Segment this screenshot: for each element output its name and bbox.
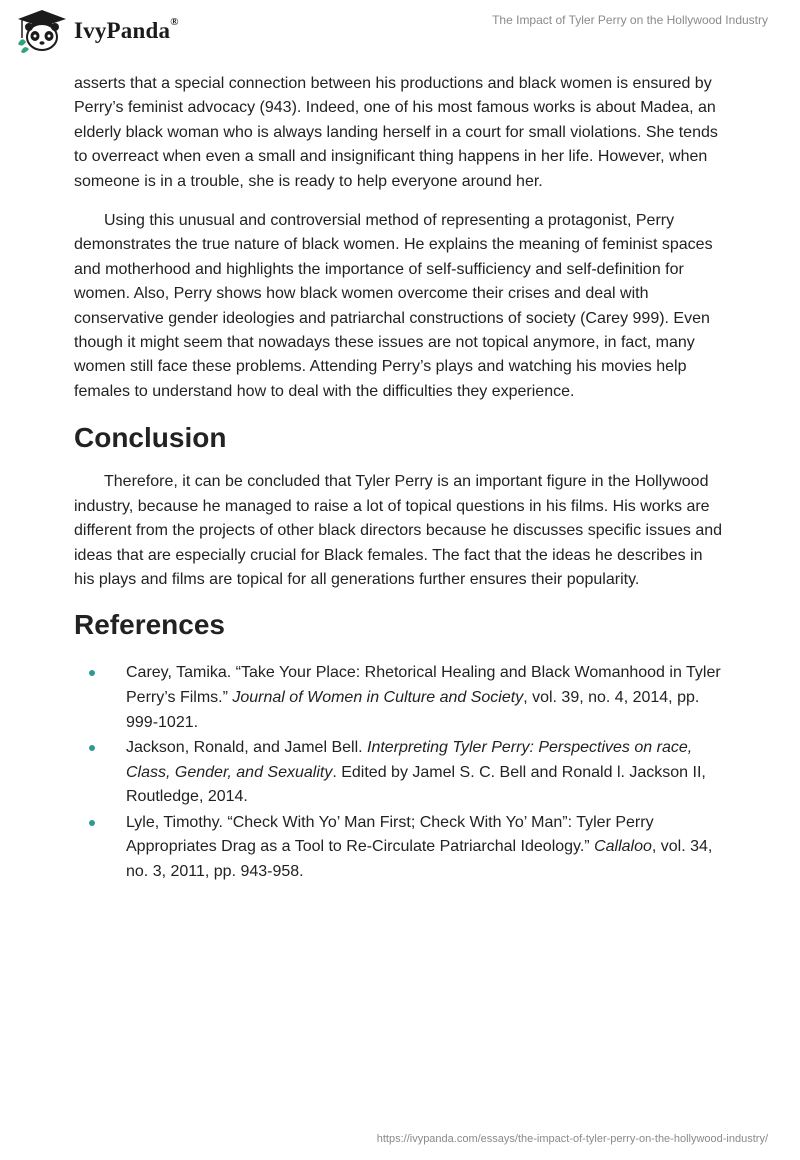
essay-content — [74, 72, 726, 886]
source-url[interactable]: https://ivypanda.com/essays/the-impact-of-tyler-perry-on-the-hollywood-industry/ — [376, 1133, 768, 1145]
body-paragraph: Using this unusual and controversial method of representing a protagonist, Perry demonstrates the true nature of black women. He explains the meaning of feminist spaces and motherhood and highlights the importance of self-sufficiency and self-definition for women. Also, Perry shows how black women overcome their crises and deal with conservative gender ideologies and patriarchal constructions of society (Carey 999). Even though it might seem that nowadays these issues are not topical anymore, in fact, many women still face these problems. Attending Perry’s plays and watching his movies help females to understand how to deal with the difficulties they experience. — [74, 212, 713, 400]
brand-name: IvyPanda® — [74, 16, 179, 43]
references-list — [74, 661, 726, 884]
conclusion-paragraph: Therefore, it can be concluded that Tyler Perry is an important figure in the Hollywood industry, because he managed to raise a lot of topical questions in his films. His works are different from the projects of other black directors because he discusses specific issues and ideas that are especially crucial for Black females. The fact that the ideas he describes in his plays and films are topical for all generations further ensures their popularity. — [74, 473, 723, 588]
bullet-icon — [89, 745, 95, 751]
reference-item: Jackson, Ronald, and Jamel Bell. Interpreting Tyler Perry: Perspectives on race, Class, Gender, and Sexuality. Edited by Jamel S. C. Bell and Ronald l. Jackson II, Routledge, 2014. — [74, 736, 726, 810]
references-heading: References — [74, 609, 225, 641]
bullet-icon — [89, 670, 95, 676]
document-title: The Impact of Tyler Perry on the Hollywood Industry — [492, 13, 768, 27]
reference-item: Lyle, Timothy. “Check With Yo’ Man First; Check With Yo’ Man”: Tyler Perry Appropriates Drag as a Tool to Re-Circulate Patriarchal Ideology.” Callaloo, vol. 34, no. 3, 2011, pp. 943-958. — [74, 811, 726, 885]
ivypanda-logo[interactable] — [14, 8, 179, 54]
page-header — [0, 0, 800, 70]
body-paragraph-continued: asserts that a special connection between his productions and black women is ensured by Perry’s feminist advocacy (943). Indeed, one of his most famous works is about Madea, an elderly black woman who is always landing herself in a court for small violations. She tends to overreact when even a small and insignificant thing happens in her life. However, when someone is in a trouble, she is ready to help everyone around her. — [74, 75, 718, 190]
bullet-icon — [89, 820, 95, 826]
reference-item: Carey, Tamika. “Take Your Place: Rhetorical Healing and Black Womanhood in Tyler Perry’s Films.” Journal of Women in Culture and Society, vol. 39, no. 4, 2014, pp. 999-1021. — [74, 661, 726, 735]
panda-graduate-icon — [14, 8, 70, 54]
conclusion-heading: Conclusion — [74, 422, 227, 454]
